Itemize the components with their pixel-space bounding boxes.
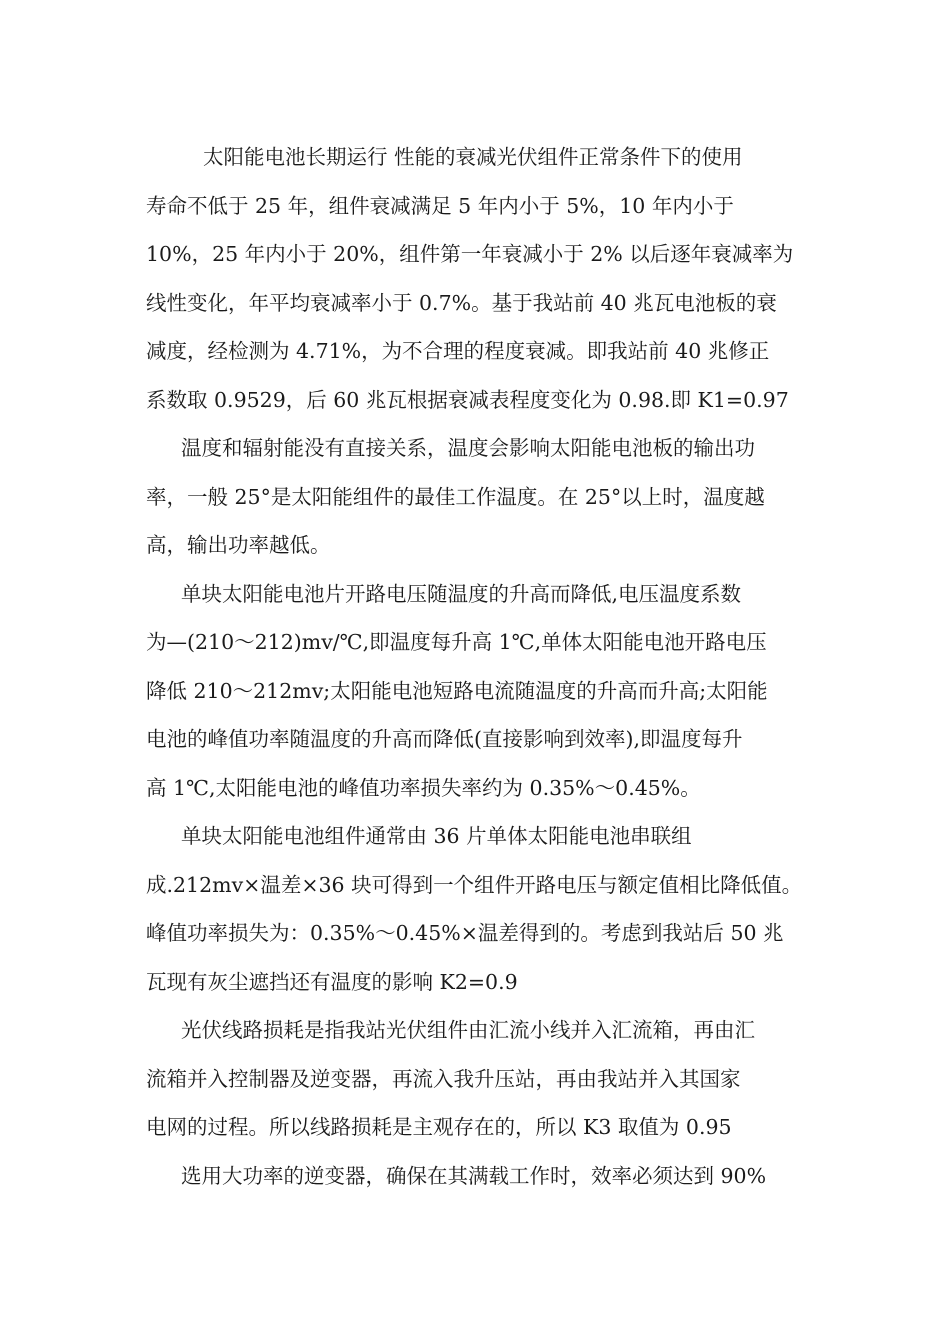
document-body — [146, 133, 811, 1200]
text-line: 选用大功率的逆变器，确保在其满载工作时，效率必须达到 90% — [181, 1163, 767, 1188]
text-line: 寿命不低于 25 年，组件衰减满足 5 年内小于 5%，10 年内小于 — [146, 193, 734, 218]
text-line: 成.212mv×温差×36 块可得到一个组件开路电压与额定值相比降低值。 — [146, 872, 803, 897]
text-line: 太阳能电池长期运行 性能的衰减光伏组件正常条件下的使用 — [203, 145, 743, 169]
text-line: 线性变化，年平均衰减率小于 0.7%。基于我站前 40 兆瓦电池板的衰 — [146, 290, 777, 315]
text-line: 降低 210～212mv;太阳能电池短路电流随温度的升高而升高;太阳能 — [146, 678, 768, 703]
text-line: 单块太阳能电池组件通常由 36 片单体太阳能电池串联组 — [181, 824, 692, 848]
text-line: 瓦现有灰尘遮挡还有温度的影响 K2=0.9 — [146, 969, 518, 994]
paragraph-temperature — [146, 424, 811, 570]
text-line: 流箱并入控制器及逆变器，再流入我升压站，再由我站并入其国家 — [146, 1066, 741, 1091]
text-line: 高 1℃,太阳能电池的峰值功率损失率约为 0.35%～0.45%。 — [146, 775, 701, 800]
text-line: 高，输出功率越低。 — [146, 533, 331, 557]
text-line: 单块太阳能电池片开路电压随温度的升高而降低,电压温度系数 — [181, 581, 742, 606]
text-line: 温度和辐射能没有直接关系，温度会影响太阳能电池板的输出功 — [181, 436, 755, 460]
text-line: 光伏线路损耗是指我站光伏组件由汇流小线并入汇流箱，再由汇 — [181, 1018, 755, 1042]
paragraph-degradation — [146, 133, 811, 424]
text-line: 峰值功率损失为：0.35%～0.45%×温差得到的。考虑到我站后 50 兆 — [146, 921, 784, 945]
text-line: 电网的过程。所以线路损耗是主观存在的，所以 K3 取值为 0.95 — [146, 1115, 732, 1139]
paragraph-cell-voltage — [146, 570, 811, 813]
text-line: 减度，经检测为 4.71%，为不合理的程度衰减。即我站前 40 兆修正 — [146, 339, 770, 363]
paragraph-line-loss — [146, 1006, 811, 1152]
text-line: 率，一般 25°是太阳能组件的最佳工作温度。在 25°以上时，温度越 — [146, 484, 765, 509]
text-line: 为—(210～212)mv/℃,即温度每升高 1℃,单体太阳能电池开路电压 — [146, 630, 767, 654]
paragraph-module-loss — [146, 812, 811, 1006]
text-line: 系数取 0.9529，后 60 兆瓦根据衰减表程度变化为 0.98.即 K1=0.97 — [146, 387, 789, 412]
text-line: 电池的峰值功率随温度的升高而降低(直接影响到效率),即温度每升 — [146, 727, 743, 751]
paragraph-inverter — [146, 1152, 811, 1201]
text-line: 10%，25 年内小于 20%，组件第一年衰减小于 2% 以后逐年衰减率为 — [146, 242, 794, 266]
